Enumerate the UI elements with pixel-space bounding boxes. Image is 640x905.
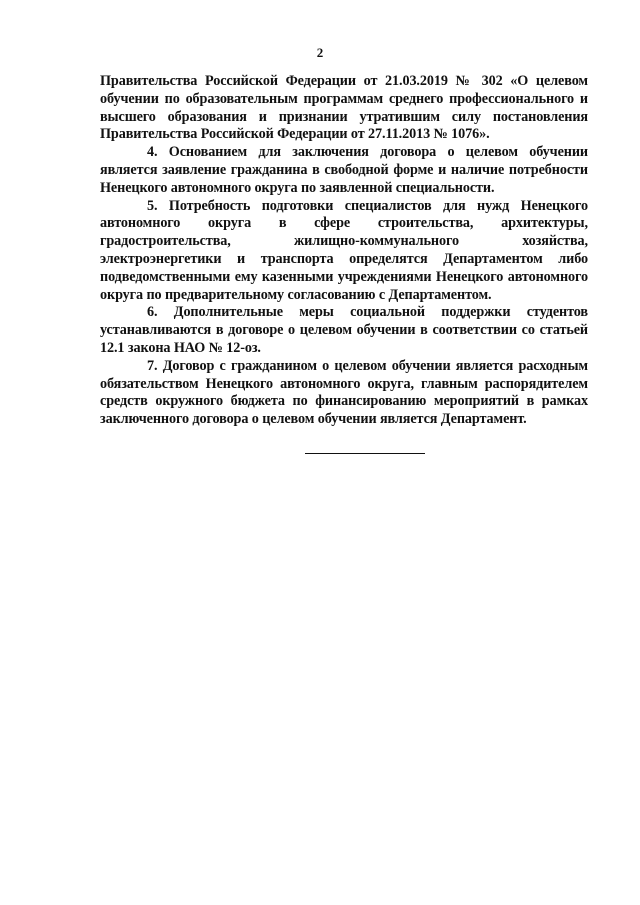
paragraph-continuation: Правительства Российской Федерации от 21.03.2019 № 302 «О целевом обучении по образовательным программам среднего профессионального и высшего образования и признании утратившим силу постановления Правительства Российской Федерации от 27.11.2013 № 1076». bbox=[100, 73, 588, 143]
paragraph-item-6: 6. Дополнительные меры социальной поддержки студентов устанавливаются в договоре о целевом обучении в соответствии со статьей 12.1 закона НАО № 12-оз. bbox=[100, 304, 588, 356]
paragraph-item-5: 5. Потребность подготовки специалистов для нужд Ненецкого автономного округа в сфере строительства, архитектуры, градостроительства, жилищно-коммунального хозяйства, электроэнергетики и транспорта определятся Департаментом либо подведомственными ему казенными учреждениями Ненецкого автономного округа по предварительному согласованию с Департаментом. bbox=[100, 197, 588, 303]
paragraph-item-7: 7. Договор с гражданином о целевом обучении является расходным обязательством Ненецкого автономного округа, главным распорядителем средств окружного бюджета по финансированию мероприятий в рамках заключенного договора о целевом обучении является Департамент. bbox=[100, 357, 588, 428]
end-divider bbox=[305, 453, 425, 454]
paragraph-item-4: 4. Основанием для заключения договора о целевом обучении является заявление гражданина в свободной форме и наличие потребности Ненецкого автономного округа по заявленной специальности. bbox=[100, 144, 588, 196]
document-body bbox=[100, 73, 588, 429]
page-number: 2 bbox=[316, 45, 324, 60]
